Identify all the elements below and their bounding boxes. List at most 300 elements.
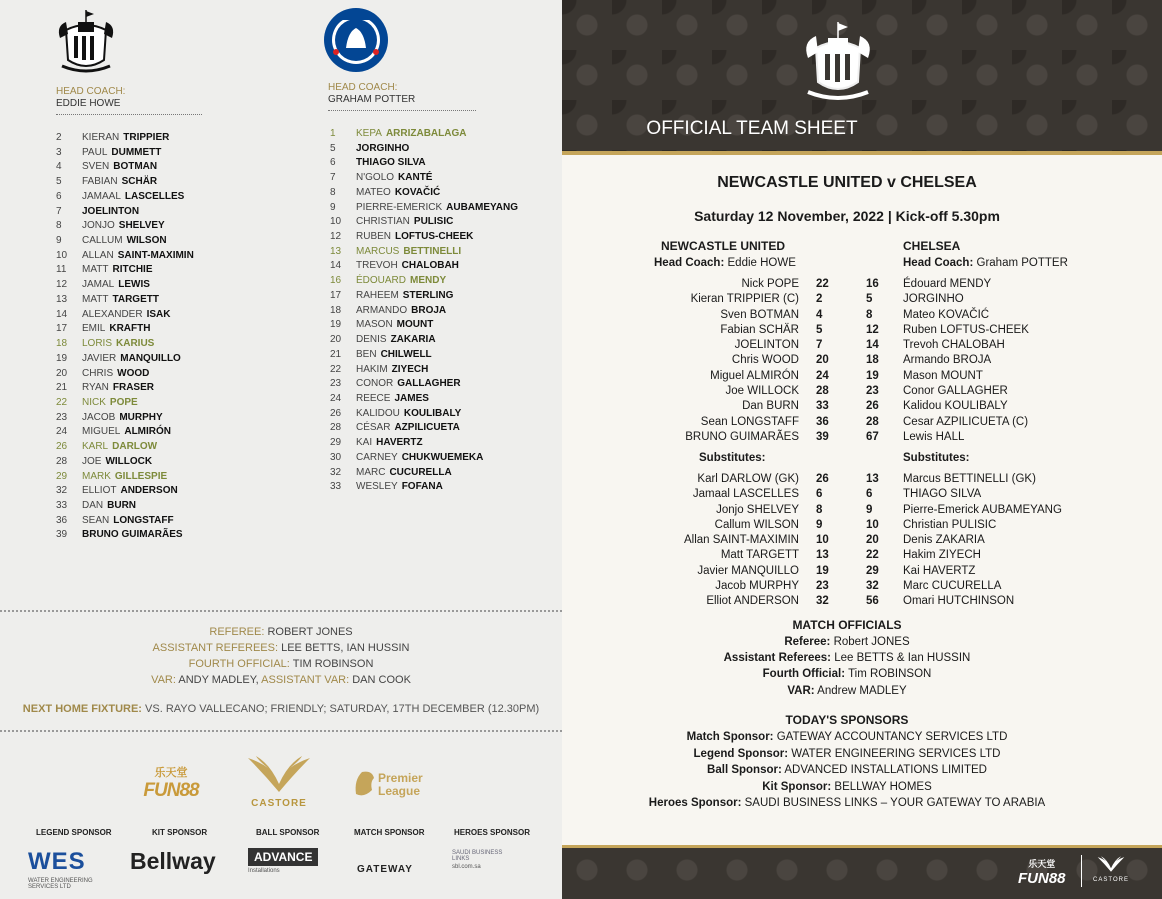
player-name: Pierre-Emerick AUBAMEYANG	[903, 503, 1062, 516]
squad-last-name: BOTMAN	[113, 161, 158, 173]
squad-number: 11	[56, 264, 67, 276]
next-home-fixture	[0, 703, 562, 715]
left-page	[0, 0, 562, 899]
squad-last-name: DARLOW	[112, 441, 158, 453]
sponsor-logo-text: WES	[28, 848, 86, 875]
list-item	[330, 289, 518, 304]
squad-first-name: KAI	[356, 437, 373, 449]
player-name: Kieran TRIPPIER (C)	[690, 293, 799, 306]
player-name: Cesar AZPILICUETA (C)	[903, 415, 1029, 428]
squad-last-name: KANTÉ	[398, 172, 433, 184]
player-number: 9	[866, 503, 873, 516]
player-number: 13	[816, 549, 829, 562]
squad-number: 9	[56, 235, 62, 247]
squad-first-name: MARK	[82, 470, 111, 482]
player-number: 18	[866, 354, 879, 367]
squad-first-name: CONOR	[356, 378, 394, 390]
list-item	[330, 333, 518, 348]
castore-wings-icon	[244, 754, 314, 794]
list-item	[330, 245, 518, 260]
squad-number: 14	[56, 308, 68, 320]
squad-first-name: WESLEY	[356, 481, 398, 493]
sponsor-logo-text: ADVANCE	[248, 848, 318, 866]
squad-last-name: MANQUILLO	[120, 352, 181, 364]
player-name: Christian PULISIC	[903, 518, 997, 531]
player-number: 14	[866, 339, 879, 352]
squad-last-name: BURN	[107, 499, 137, 511]
squad-number: 39	[56, 529, 68, 541]
referee-name: ROBERT JONES	[267, 626, 353, 638]
squad-last-name: TRIPPIER	[123, 132, 170, 143]
squad-first-name: ARMANDO	[356, 304, 408, 316]
player-number: 9	[816, 518, 823, 531]
player-name: Allan SAINT-MAXIMIN	[683, 534, 799, 547]
squad-first-name: JAVIER	[82, 352, 117, 364]
squad-last-name: JOELINTON	[82, 205, 140, 217]
match-title: NEWCASTLE UNITED v CHELSEA	[717, 174, 977, 191]
squad-last-name: POPE	[109, 396, 138, 408]
squad-first-name: CHRISTIAN	[356, 216, 410, 228]
player-number: 33	[816, 400, 829, 413]
list-item	[56, 249, 194, 264]
player-number: 56	[866, 595, 879, 608]
line-value: BELLWAY HOMES	[834, 780, 932, 793]
player-name: Hakim ZIYECH	[903, 549, 981, 562]
list-item	[56, 234, 194, 249]
list-item	[56, 484, 194, 499]
newcastle-crest-icon	[52, 8, 120, 76]
chelsea-crest-icon	[322, 6, 390, 74]
squad-last-name: FRASER	[112, 382, 154, 394]
list-item	[330, 451, 518, 466]
squad-last-name: AZPILICUETA	[394, 422, 460, 434]
squad-number: 6	[56, 190, 62, 202]
squad-last-name: CHUKWUEMEKA	[401, 451, 484, 463]
castore-logo: CASTORE	[251, 798, 307, 809]
squad-first-name: REECE	[356, 392, 391, 404]
squad-first-name: CARNEY	[356, 451, 398, 463]
squad-last-name: CHALOBAH	[401, 260, 459, 272]
player-number: 67	[866, 430, 879, 443]
list-item	[562, 731, 1132, 743]
player-number: 20	[816, 354, 829, 367]
squad-last-name: ISAK	[146, 308, 171, 320]
squad-last-name: ZIYECH	[391, 363, 429, 375]
squad-number: 19	[330, 319, 342, 331]
away-head-coach: Head Coach: Graham POTTER	[903, 257, 1068, 269]
list-item	[56, 308, 194, 323]
assist-label: ASSISTANT REFEREES:	[152, 642, 279, 654]
squad-last-name: MURPHY	[119, 411, 163, 423]
squad-last-name: STERLING	[402, 289, 454, 301]
list-item	[562, 797, 1132, 809]
list-item	[562, 636, 1132, 648]
home-xi-names	[685, 277, 799, 445]
player-name: Chris WOOD	[731, 354, 799, 367]
squad-first-name: KIERAN	[82, 132, 120, 143]
player-name: Kai HAVERTZ	[903, 564, 976, 577]
squad-first-name: KEPA	[356, 128, 382, 139]
player-number: 10	[866, 518, 879, 531]
squad-number: 18	[330, 304, 342, 316]
squad-number: 1	[330, 128, 336, 139]
squad-last-name: LOFTUS-CHEEK	[395, 231, 474, 243]
player-name: Denis ZAKARIA	[903, 534, 985, 547]
player-name: Conor GALLAGHER	[903, 385, 1008, 398]
player-number: 23	[866, 385, 879, 398]
avar-name: DAN COOK	[352, 674, 411, 686]
home-subs-names	[684, 472, 799, 610]
line-label: Ball Sponsor:	[707, 764, 782, 776]
player-name: Marcus BETTINELLI (GK)	[903, 473, 1036, 485]
squad-number: 17	[56, 323, 68, 335]
list-item	[56, 396, 194, 411]
squad-first-name: MATT	[82, 293, 109, 305]
squad-first-name: DAN	[82, 499, 104, 511]
line-value: Andrew MADLEY	[817, 684, 907, 697]
list-item	[330, 171, 518, 186]
squad-first-name: SVEN	[82, 161, 110, 173]
player-number: 36	[816, 415, 829, 428]
premier-league-logo: Premier League	[378, 771, 423, 798]
squad-number: 4	[56, 161, 62, 173]
list-item	[330, 201, 518, 216]
squad-first-name: RUBEN	[356, 231, 392, 243]
squad-first-name: TREVOH	[356, 260, 398, 272]
squad-number: 2	[56, 132, 62, 143]
footer-castore-logo: CASTORE	[1093, 877, 1129, 883]
player-name: Callum WILSON	[714, 518, 799, 531]
squad-first-name: RAHEEM	[356, 289, 399, 301]
squad-first-name: CÉSAR	[356, 422, 391, 434]
home-team-name: NEWCASTLE UNITED	[661, 239, 785, 253]
squad-last-name: HAVERTZ	[376, 437, 423, 449]
sponsor-logo	[248, 848, 318, 874]
squad-number: 20	[330, 334, 342, 346]
list-item	[330, 127, 518, 142]
squad-first-name: ÉDOUARD	[356, 275, 407, 287]
squad-first-name: CHRIS	[82, 367, 114, 379]
squad-first-name: MARC	[356, 466, 386, 478]
squad-first-name: ALLAN	[82, 249, 114, 261]
player-name: Jacob MURPHY	[715, 580, 799, 593]
line-value: Robert JONES	[833, 636, 910, 648]
player-number: 5	[866, 293, 873, 306]
fourth-name: TIM ROBINSON	[292, 658, 374, 670]
list-item	[330, 480, 518, 495]
squad-number: 26	[56, 441, 68, 453]
squad-last-name: GILLESPIE	[114, 470, 168, 482]
squad-last-name: PULISIC	[413, 216, 454, 228]
player-number: 8	[866, 308, 873, 321]
away-coach-label: HEAD COACH:	[328, 82, 398, 93]
list-item	[56, 455, 194, 470]
sponsor-label: MATCH SPONSOR	[354, 828, 425, 837]
squad-number: 28	[56, 455, 68, 467]
player-name: Nick POPE	[741, 278, 799, 290]
squad-last-name: FOFANA	[401, 481, 443, 493]
premier-league-lion-icon	[352, 768, 376, 798]
squad-number: 14	[330, 260, 342, 272]
squad-first-name: JOE	[82, 455, 102, 467]
squad-first-name: MATEO	[356, 186, 391, 198]
sponsor-logo-subtext: WATER ENGINEERING SERVICES LTD	[28, 878, 93, 890]
squad-number: 13	[330, 245, 342, 257]
squad-first-name: MIGUEL	[82, 426, 121, 438]
line-label: VAR:	[787, 684, 815, 697]
squad-first-name: LORIS	[82, 338, 113, 350]
list-item	[56, 381, 194, 396]
squad-first-name: RYAN	[82, 382, 109, 394]
squad-number: 12	[330, 231, 342, 243]
player-name: Joe WILLOCK	[725, 385, 799, 398]
list-item	[56, 337, 194, 352]
squad-last-name: MOUNT	[396, 319, 434, 331]
squad-number: 5	[330, 142, 336, 154]
list-item	[562, 652, 1132, 664]
squad-number: 13	[56, 293, 68, 305]
squad-first-name: BEN	[356, 348, 377, 360]
squad-last-name: SCHÄR	[121, 176, 158, 188]
sponsor-logo-text: SAUDI BUSINESS LINKS	[452, 850, 503, 862]
next-fixture-text: VS. RAYO VALLECANO; FRIENDLY; SATURDAY, 17TH DECEMBER (12.30PM)	[145, 703, 540, 715]
player-number: 26	[866, 400, 879, 413]
player-name: Javier MANQUILLO	[697, 564, 799, 577]
squad-number: 36	[56, 514, 68, 526]
squad-number: 17	[330, 289, 342, 301]
list-item	[56, 278, 194, 293]
list-item	[330, 421, 518, 436]
player-number: 19	[816, 564, 829, 577]
home-subs-numbers	[816, 472, 829, 610]
list-item	[56, 514, 194, 529]
squad-first-name: CALLUM	[82, 235, 123, 247]
squad-last-name: SAINT-MAXIMIN	[117, 249, 194, 261]
player-name: JOELINTON	[734, 339, 799, 352]
avar-label: ASSISTANT VAR:	[261, 674, 350, 686]
squad-number: 22	[330, 363, 342, 375]
squad-number: 3	[56, 146, 62, 158]
line-value: ADVANCED INSTALLATIONS LIMITED	[784, 764, 987, 776]
list-item	[56, 411, 194, 426]
line-value: GATEWAY ACCOUNTANCY SERVICES LTD	[776, 731, 1008, 743]
squad-last-name: TARGETT	[112, 293, 159, 305]
squad-first-name: EMIL	[82, 323, 106, 335]
squad-first-name: PAUL	[82, 146, 108, 158]
list-item	[56, 425, 194, 440]
squad-last-name: JORGINHO	[356, 142, 410, 154]
list-item	[330, 230, 518, 245]
right-page	[562, 0, 1162, 899]
player-number: 8	[816, 503, 823, 516]
squad-last-name: LONGSTAFF	[113, 514, 174, 526]
assist-names: LEE BETTS, IAN HUSSIN	[281, 642, 410, 654]
player-number: 28	[816, 385, 829, 398]
line-value: SAUDI BUSINESS LINKS – YOUR GATEWAY TO ARABIA	[744, 797, 1046, 809]
squad-number: 26	[330, 407, 342, 419]
list-item	[330, 363, 518, 378]
squad-number: 32	[330, 466, 342, 478]
player-name: Lewis HALL	[903, 430, 965, 443]
squad-first-name: JAMAL	[82, 279, 115, 291]
sponsor-logo-text: GATEWAY	[357, 864, 413, 875]
squad-first-name: ELLIOT	[82, 485, 117, 497]
away-coach-block	[328, 82, 476, 111]
player-number: 39	[816, 430, 829, 443]
player-name: Jamaal LASCELLES	[692, 488, 799, 501]
list-item	[330, 377, 518, 392]
player-name: Elliot ANDERSON	[706, 595, 799, 608]
player-name: Sven BOTMAN	[720, 308, 799, 321]
squad-number: 16	[330, 275, 342, 287]
away-subs-numbers	[866, 472, 879, 610]
divider	[0, 610, 562, 612]
squad-number: 23	[56, 411, 68, 423]
squad-number: 20	[56, 367, 68, 379]
squad-number: 28	[330, 422, 342, 434]
match-date: Saturday 12 November, 2022 | Kick-off 5.30pm	[694, 208, 1000, 224]
player-name: Trevoh CHALOBAH	[903, 339, 1005, 352]
squad-number: 19	[56, 352, 68, 364]
player-name: Fabian SCHÄR	[720, 323, 799, 336]
squad-last-name: BRUNO GUIMARÃES	[82, 529, 183, 541]
match-officials-title: MATCH OFFICIALS	[792, 618, 902, 632]
squad-first-name: PIERRE-EMERICK	[356, 201, 443, 213]
list-item	[56, 219, 194, 234]
squad-first-name: JONJO	[82, 220, 115, 232]
list-item	[56, 322, 194, 337]
away-xi-names	[903, 277, 1029, 445]
player-number: 20	[866, 534, 879, 547]
sponsor-label: LEGEND SPONSOR	[36, 828, 112, 837]
var-name: ANDY MADLEY,	[178, 674, 259, 686]
player-name: Mateo KOVAČIĆ	[903, 308, 990, 321]
player-name: Jonjo SHELVEY	[716, 503, 799, 516]
squad-number: 6	[330, 157, 336, 169]
squad-first-name: KALIDOU	[356, 407, 400, 419]
footer-fun88-logo: 乐天堂 FUN88	[1018, 859, 1066, 887]
list-item	[330, 186, 518, 201]
player-number: 5	[816, 323, 823, 336]
player-number: 29	[866, 564, 879, 577]
list-item	[562, 764, 1132, 776]
squad-first-name: DENIS	[356, 334, 387, 346]
list-item	[330, 318, 518, 333]
home-squad-list	[56, 131, 194, 543]
squad-first-name: NICK	[82, 396, 106, 408]
player-name: Matt TARGETT	[720, 549, 799, 562]
player-number: 32	[816, 595, 829, 608]
squad-number: 29	[56, 470, 68, 482]
player-number: 2	[816, 293, 823, 306]
player-name: JORGINHO	[903, 293, 964, 306]
squad-number: 30	[330, 451, 342, 463]
squad-last-name: LEWIS	[118, 279, 150, 291]
squad-first-name: HAKIM	[356, 363, 388, 375]
line-value: WATER ENGINEERING SERVICES LTD	[791, 747, 1001, 760]
squad-first-name: ALEXANDER	[82, 308, 143, 320]
sponsor-logo-subtext: sbl.com.sa	[452, 864, 481, 870]
sponsor-label: BALL SPONSOR	[256, 828, 320, 837]
line-label: Legend Sponsor:	[693, 747, 789, 760]
squad-number: 33	[56, 499, 68, 511]
squad-last-name: DUMMETT	[111, 146, 162, 158]
squad-number: 21	[330, 348, 342, 360]
line-label: Fourth Official:	[762, 668, 846, 681]
line-value: Tim ROBINSON	[848, 668, 932, 681]
sponsor-logo	[357, 848, 413, 875]
squad-last-name: LASCELLES	[124, 190, 185, 202]
player-name: Marc CUCURELLA	[903, 580, 1002, 593]
player-number: 32	[866, 580, 879, 593]
player-number: 13	[866, 473, 879, 485]
sponsor-logo-text: Bellway	[130, 848, 216, 874]
squad-first-name: JACOB	[82, 411, 116, 423]
list-item	[330, 348, 518, 363]
list-item	[56, 470, 194, 485]
away-team-name: CHELSEA	[903, 239, 961, 253]
squad-first-name: SEAN	[82, 514, 110, 526]
player-number: 4	[816, 308, 823, 321]
player-name: Ruben LOFTUS-CHEEK	[903, 323, 1029, 336]
squad-number: 7	[330, 172, 336, 184]
newcastle-crest-icon	[798, 18, 878, 106]
squad-last-name: KOULIBALY	[403, 407, 462, 419]
player-number: 28	[866, 415, 879, 428]
squad-number: 18	[56, 338, 68, 350]
sponsor-logo	[452, 848, 512, 870]
player-name: Édouard MENDY	[903, 278, 992, 290]
sponsor-label: KIT SPONSOR	[152, 828, 208, 837]
team-sheet-header	[562, 0, 1162, 155]
away-xi-numbers	[866, 277, 879, 445]
list-item	[56, 131, 194, 146]
squad-last-name: ARRIZABALAGA	[385, 128, 467, 139]
squad-last-name: KRAFTH	[109, 323, 151, 335]
list-item	[56, 146, 194, 161]
squad-number: 8	[330, 186, 336, 198]
todays-sponsors-title: TODAY'S SPONSORS	[785, 713, 909, 727]
away-subs-label: Substitutes:	[903, 452, 970, 464]
squad-last-name: THIAGO SILVA	[356, 157, 426, 169]
squad-number: 8	[56, 220, 62, 232]
home-coach-block	[56, 86, 202, 115]
player-name: Miguel ALMIRÓN	[710, 369, 799, 382]
list-item	[56, 175, 194, 190]
squad-last-name: WOOD	[117, 367, 150, 379]
player-name: Omari HUTCHINSON	[903, 595, 1015, 608]
squad-last-name: WILLOCK	[105, 455, 153, 467]
player-number: 19	[866, 369, 879, 382]
squad-number: 22	[56, 396, 68, 408]
next-fixture-label: NEXT HOME FIXTURE:	[22, 703, 142, 715]
home-xi-numbers	[816, 277, 829, 445]
player-number: 24	[816, 369, 829, 382]
team-sheet-footer	[562, 845, 1162, 899]
home-subs-label: Substitutes:	[699, 452, 766, 464]
squad-number: 29	[330, 437, 342, 449]
away-squad-list	[330, 127, 518, 495]
list-item	[330, 407, 518, 422]
list-item	[56, 160, 194, 175]
squad-number: 9	[330, 201, 336, 213]
player-number: 6	[816, 488, 823, 501]
player-name: THIAGO SILVA	[903, 488, 982, 501]
list-item	[330, 304, 518, 319]
list-item	[330, 215, 518, 230]
list-item	[330, 436, 518, 451]
list-item	[56, 440, 194, 455]
